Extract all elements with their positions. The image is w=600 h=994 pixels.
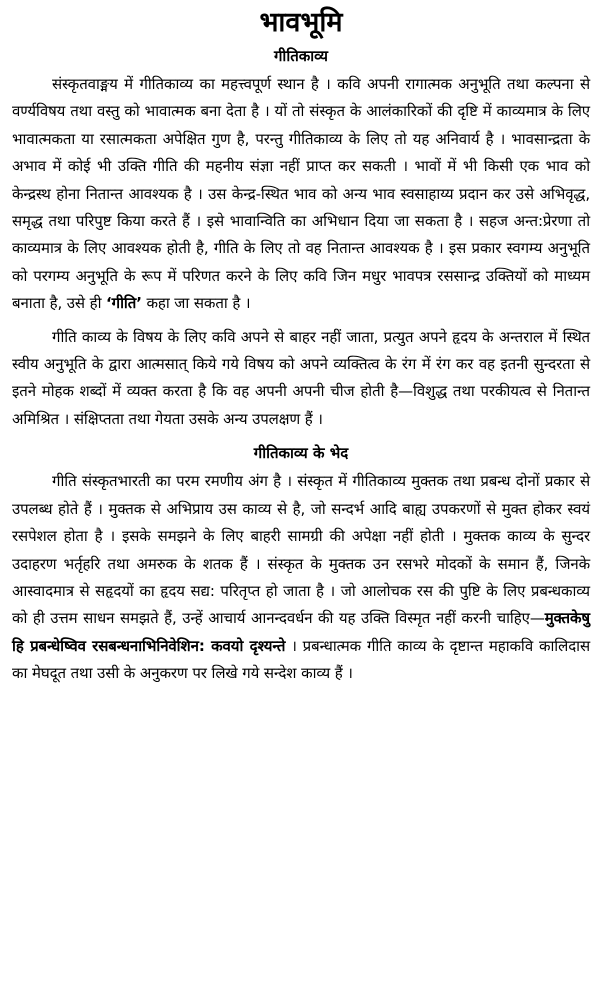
paragraph-gitikavya-types <box>12 468 590 687</box>
section-heading-gitikavya-bhed: गीतिकाव्य के भेद <box>253 444 349 463</box>
paragraph-text: संस्कृतवाङ्मय में गीतिकाव्य का महत्त्वपूर्ण स्थान है । कवि अपनी रागात्मक अनुभूति तथा कल्पना से वर्ण्यविषय तथा वस्तु को भावात्मक बना देता है । यों तो संस्कृत के आलंकारिकों की दृष्टि में काव्यमात्र के लिए भावात्मकता या रसात्मकता अपेक्षित गुण है, परन्तु गीतिकाव्य के लिए तो यह अनिवार्य है । भावसान्द्रता के अभाव में कोई भी उक्ति गीति की महनीय संज्ञा नहीं प्राप्त कर सकती । भावों में भी किसी एक भाव को केन्द्रस्थ होना नितान्त आवश्यक है । उस केन्द्र-स्थित भाव को अन्य भाव स्वसाहाय्य प्रदान कर उसे अभिवृद्ध, समृद्ध तथा परिपुष्ट किया करते हैं । इसे भावान्विति का अभिधान दिया जा सकता है । सहज अन्त:प्रेरणा तो काव्यमात्र के लिए आवश्यक होती है, गीति के लिए तो वह नितान्त आवश्यक है । इस प्रकार स्वगम्य अनुभूति को परगम्य अनुभूति के रूप में परिणत करने के लिए कवि जिन मधुर भावपत्र रससान्द्र उक्तियों को माध्यम बनाता है, उसे ही <box>12 75 590 313</box>
paragraph-gitikavya-intro <box>12 71 590 318</box>
bold-term-giti: ‘गीति’ <box>106 294 142 313</box>
paragraph-gitikavya-subject: गीति काव्य के विषय के लिए कवि अपने से बाहर नहीं जाता, प्रत्युत अपने हृदय के अन्तराल में स्थित स्वीय अनुभूति के द्वारा आत्मसात् किये गये विषय को अपने व्यक्तित्व के रंग में रंग कर वह इतनी सुन्दरता से इतने मोहक शब्दों में व्यक्त करता है कि वह अपनी अपनी चीज होती है—विशुद्ध तथा परकीयत्व से नितान्त अमिश्रित । संक्षिप्तता तथा गेयता उसके अन्य उपलक्षण हैं । <box>12 327 590 428</box>
section-heading-gitikavya: गीतिकाव्य <box>273 47 328 65</box>
page-title: भावभूमि <box>259 7 343 38</box>
paragraph-text: । प्रबन्धात्मक गीति काव्य के दृष्टान्त महाकवि कालिदास का मेघदूत तथा उसी के अनुकरण पर लिखे गये सन्देश काव्य हैं । <box>12 636 590 683</box>
bold-quote-anandavardhana: मुक्तकेषु हि प्रबन्धेष्विव रसबन्धनाभिनिवेशिन: कवयो दृश्यन्ते <box>12 609 590 655</box>
paragraph-text: गीति संस्कृतभारती का परम रमणीय अंग है । संस्कृत में गीतिकाव्य मुक्तक तथा प्रबन्ध दोनों प्रकार से उपलब्ध होते हैं । मुक्तक से अभिप्राय उस काव्य से है, जो सन्दर्भ आदि बाह्य उपकरणों से मुक्त होकर स्वयं रसपेशल होता है । इसके समझने के लिए बाहरी सामग्री की अपेक्षा नहीं होती । मुक्तक काव्य के सुन्दर उदाहरण भर्तृहरि तथा अमरुक के शतक हैं । संस्कृत के मुक्तक उन रसभरे मोदकों के समान हैं, जिनके आस्वादमात्र से सहृदयों का हृदय सद्य: परितृप्त हो जाता है । जो आलोचक रस की पुष्टि के लिए प्रबन्धकाव्य को ही उत्तम साधन समझते हैं, उन्हें आचार्य आनन्दवर्धन की यह उक्ति विस्मृत नहीं करनी चाहिए— <box>12 472 590 628</box>
paragraph-text: कहा जा सकता है । <box>141 294 251 313</box>
